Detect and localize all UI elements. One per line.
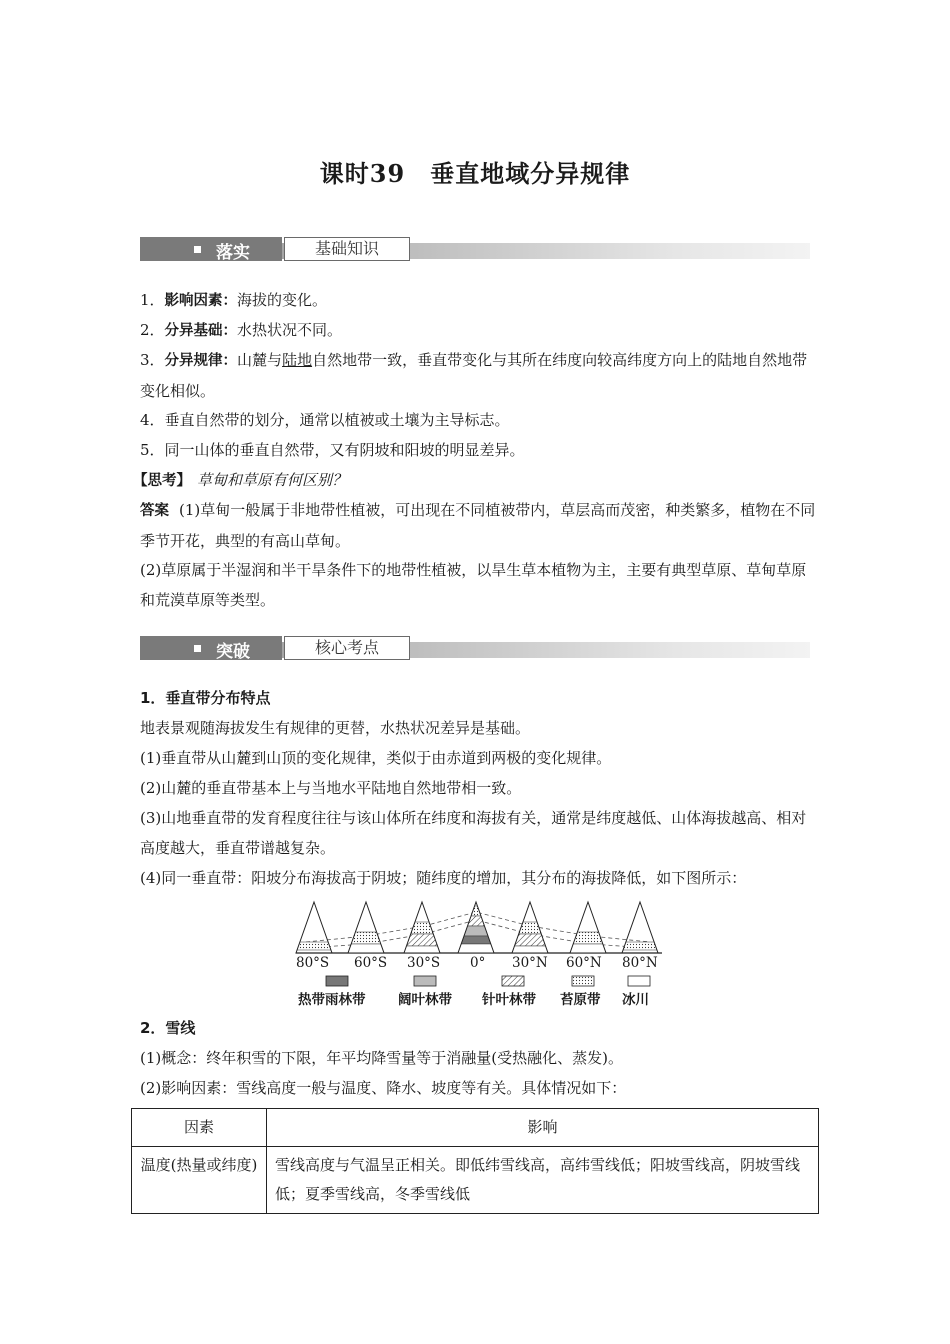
table-header: 影响 xyxy=(267,1109,819,1147)
section-tag: 突破 xyxy=(216,642,250,662)
factor-table xyxy=(131,1108,819,1214)
lat-label: 30°S xyxy=(407,955,441,971)
lat-label: 60°N xyxy=(566,955,602,971)
table-row xyxy=(132,1147,819,1214)
section-header-basics xyxy=(140,237,810,263)
mountain-shape xyxy=(348,902,384,953)
table-header: 因素 xyxy=(132,1109,267,1147)
latitude-labels xyxy=(290,955,670,975)
legend-swatch-glacier xyxy=(628,976,650,986)
legend-label: 冰川 xyxy=(622,992,649,1008)
section-label: 基础知识 xyxy=(284,237,410,261)
think-question: 【思考】 草甸和草原有何区别？ xyxy=(133,471,348,489)
list-item: 4．垂直自然带的划分，通常以植被或土壤为主导标志。 xyxy=(140,411,510,429)
list-item: 3．分异规律：山麓与陆地自然地带一致，垂直带变化与其所在纬度向较高纬度方向上的陆地自然地带变化相似。 xyxy=(140,351,808,400)
mountain-shape xyxy=(404,902,440,953)
section-header-core xyxy=(140,636,810,662)
mountain-shape xyxy=(458,902,494,953)
legend-swatch-rainforest xyxy=(326,976,348,986)
list-item: 5．同一山体的垂直自然带，又有阴坡和阳坡的明显差异。 xyxy=(140,441,525,459)
point-text: (4)同一垂直带：阳坡分布海拔高于阴坡；随纬度的增加，其分布的海拔降低，如下图所示： xyxy=(140,869,747,887)
point-text: (3)山地垂直带的发育程度往往与该山体所在纬度和海拔有关，通常是纬度越低、山体海拔越高、相对高度越大，垂直带谱越复杂。 xyxy=(140,809,807,857)
bullet-square-icon xyxy=(194,246,201,253)
legend-label: 阔叶林带 xyxy=(398,992,452,1008)
point-text: 地表景观随海拔发生有规律的更替，水热状况差异是基础。 xyxy=(140,719,531,737)
point-heading: 2．雪线 xyxy=(140,1019,196,1037)
mountain-shape xyxy=(570,902,606,953)
legend-swatch-conifer xyxy=(502,976,524,986)
mountain-shape xyxy=(296,902,332,953)
page-title: 课时39 垂直地域分异规律 xyxy=(319,159,631,188)
lat-label: 80°S xyxy=(296,955,330,971)
bullet-square-icon xyxy=(194,645,201,652)
legend-label: 热带雨林带 xyxy=(298,992,366,1008)
table-cell: 雪线高度与气温呈正相关。即低纬雪线高，高纬雪线低；阳坡雪线高，阴坡雪线低；夏季雪线高，冬季雪线低 xyxy=(267,1147,819,1214)
mountain-shape xyxy=(512,902,548,953)
legend-swatch-tundra xyxy=(572,976,594,986)
list-item: 2．分异基础：水热状况不同。 xyxy=(140,321,343,339)
legend-label: 针叶林带 xyxy=(482,992,536,1008)
legend-label: 苔原带 xyxy=(560,992,601,1008)
table-header-row xyxy=(132,1109,819,1147)
lat-label: 60°S xyxy=(354,955,388,971)
list-item: 1．影响因素：海拔的变化。 xyxy=(140,291,328,309)
mountain-shape xyxy=(622,902,658,953)
point-text: (1)垂直带从山麓到山顶的变化规律，类似于由赤道到两极的变化规律。 xyxy=(140,749,612,767)
section-label: 核心考点 xyxy=(284,636,410,660)
legend-labels xyxy=(290,988,670,1008)
section-tag: 落实 xyxy=(216,243,250,263)
point-text: (1)概念：终年积雪的下限，年平均降雪量等于消融量(受热融化、蒸发)。 xyxy=(140,1049,623,1067)
point-text: (2)山麓的垂直带基本上与当地水平陆地自然地带相一致。 xyxy=(140,779,522,797)
lat-label: 30°N xyxy=(512,955,548,971)
table-cell: 温度(热量或纬度) xyxy=(132,1147,267,1214)
legend-swatch-broadleaf xyxy=(414,976,436,986)
answer-paragraph-1: 答案 (1)草甸一般属于非地带性植被，可出现在不同植被带内，草层高而茂密，种类繁多，植物在不同季节开花，典型的有高山草甸。 xyxy=(140,501,816,550)
answer-paragraph-2: (2)草原属于半湿润和半干旱条件下的地带性植被，以旱生草本植物为主，主要有典型草原、草甸草原和荒漠草原等类型。 xyxy=(140,561,807,609)
lat-label: 0° xyxy=(470,955,486,971)
point-heading: 1．垂直带分布特点 xyxy=(140,689,271,707)
point-text: (2)影响因素：雪线高度一般与温度、降水、坡度等有关。具体情况如下： xyxy=(140,1079,627,1097)
lat-label: 80°N xyxy=(622,955,658,971)
